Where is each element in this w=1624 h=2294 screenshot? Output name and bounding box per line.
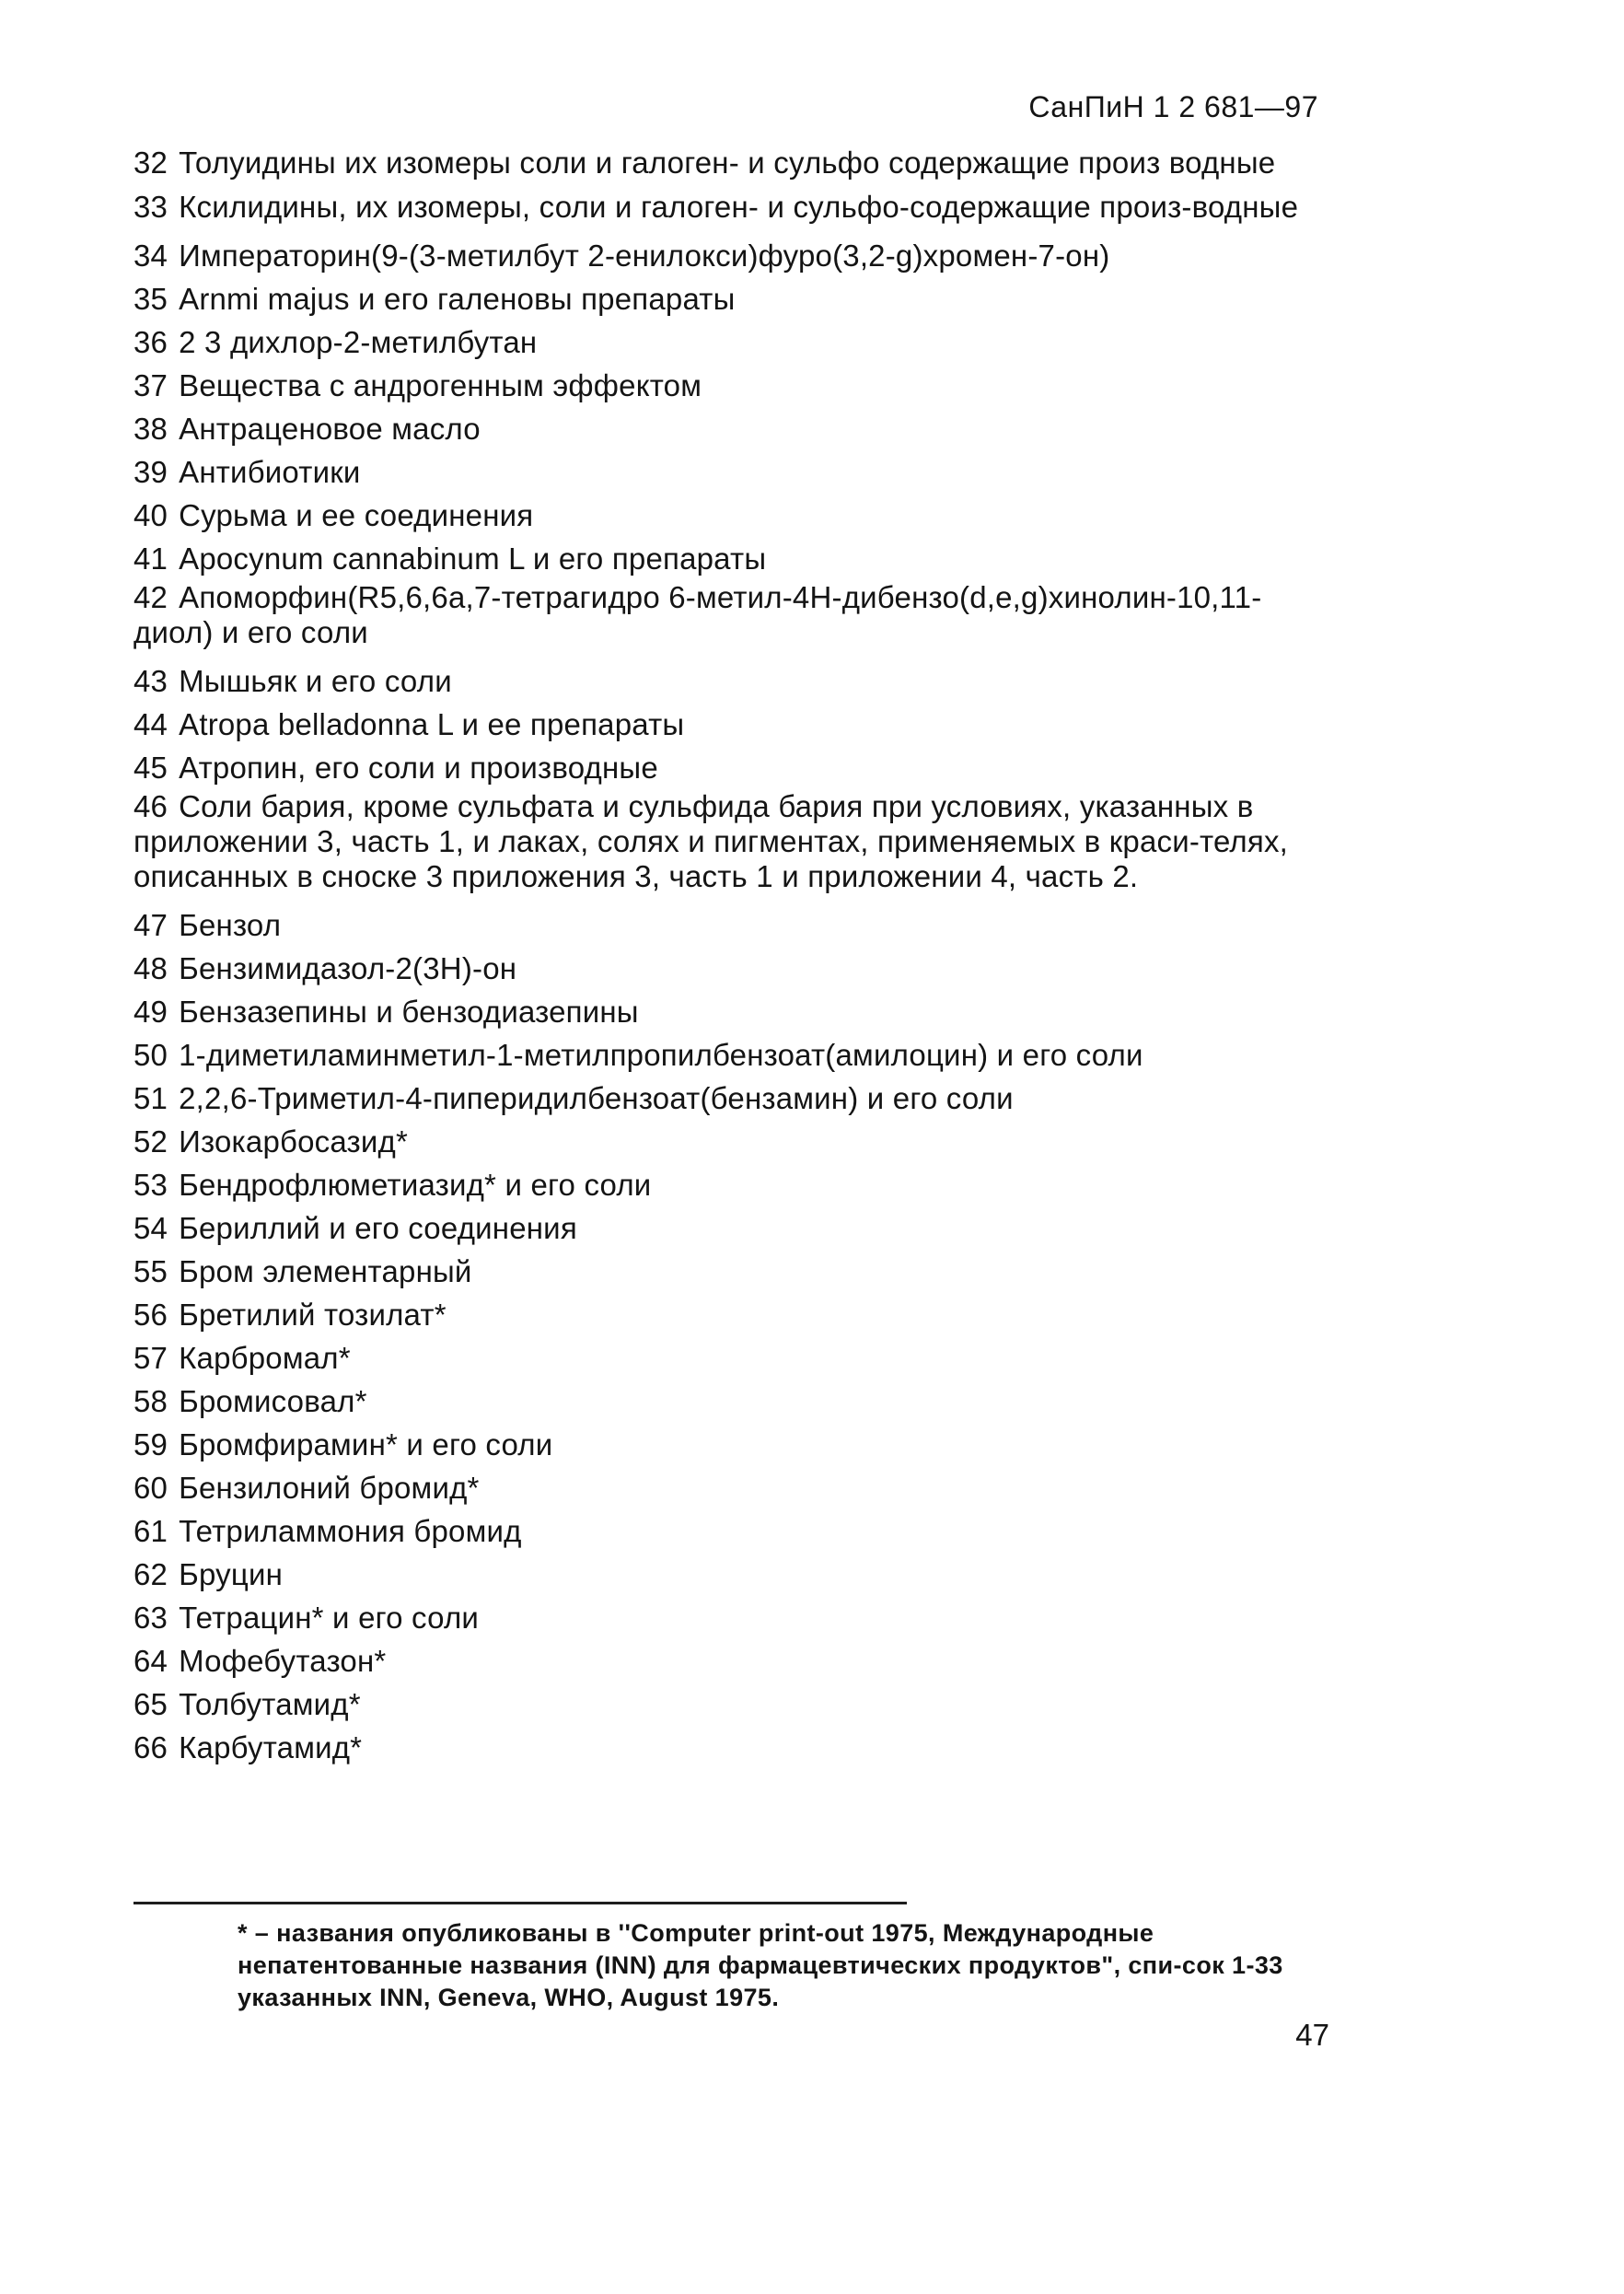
list-item	[133, 1336, 1335, 1380]
item-text: Apocynum cannabinum L и его препараты	[179, 541, 767, 576]
item-text: Мышьяк и его соли	[179, 664, 452, 698]
list-item	[133, 1293, 1335, 1336]
item-number: 40	[133, 498, 168, 532]
item-text: 1-диметиламинметил-1-метилпропилбензоат(амилоцин) и его соли	[179, 1038, 1143, 1072]
item-number: 34	[133, 239, 168, 273]
footnote: * – названия опубликованы в ''Computer print-out 1975, Международные непатентованные названия (INN) для фармацевтических продуктов", спи-сок 1-33 указанных INN, Geneva, WHO, August 1975.	[238, 1919, 1283, 2011]
list-item	[133, 1163, 1335, 1206]
list-item	[133, 1077, 1335, 1120]
item-number: 47	[133, 908, 168, 942]
list-item	[133, 537, 1335, 580]
item-text: Бериллий и его соединения	[179, 1211, 577, 1245]
item-number: 49	[133, 995, 168, 1029]
item-number: 33	[133, 190, 168, 224]
item-number: 56	[133, 1298, 168, 1332]
item-text: Карбутамид*	[179, 1730, 363, 1764]
item-number: 58	[133, 1384, 168, 1418]
item-number: 39	[133, 455, 168, 489]
item-text: Изокарбосазид*	[179, 1124, 409, 1159]
list-item	[133, 277, 1335, 320]
item-text: Arnmi majus и его галеновы препараты	[179, 282, 736, 316]
item-number: 52	[133, 1124, 168, 1159]
item-number: 53	[133, 1168, 168, 1202]
list-item	[133, 659, 1335, 703]
item-number: 65	[133, 1687, 168, 1721]
list-item	[133, 1120, 1335, 1163]
list-item	[133, 234, 1335, 277]
item-number: 64	[133, 1644, 168, 1678]
list-item	[133, 1206, 1335, 1250]
item-number: 41	[133, 541, 168, 576]
list-item	[133, 947, 1335, 990]
list-item	[133, 450, 1335, 494]
item-text: Бензилоний бромид*	[179, 1471, 480, 1505]
item-number: 60	[133, 1471, 168, 1505]
item-text: Апоморфин(R5,6,6a,7-тетрагидро 6-метил-4Н-дибензо(d,e,g)хинолин-10,11-диол) и его соли	[133, 580, 1262, 649]
item-text: Бензимидазол-2(3Н)-он	[179, 951, 517, 985]
list-item	[133, 1250, 1335, 1293]
item-text: Atropa belladonna L и ее препараты	[179, 707, 685, 741]
item-text: Толуидины их изомеры соли и галоген- и сульфо содержащие произ водные	[179, 146, 1276, 180]
item-text: Антраценовое масло	[179, 412, 481, 446]
item-text: 2 3 дихлор-2-метилбутан	[179, 325, 538, 359]
list-item	[133, 407, 1335, 450]
item-text: Бром элементарный	[179, 1254, 472, 1288]
item-number: 45	[133, 751, 168, 785]
item-number: 32	[133, 146, 168, 180]
list-item	[133, 746, 1335, 789]
list-item	[133, 789, 1335, 894]
item-text: Соли бария, кроме сульфата и сульфида бария при условиях, указанных в приложении 3, часть 1, и лаках, солях и пигментах, применяемых в краси-телях, описанных в сноске 3 приложения 3, часть 1 и приложении 4, часть 2.	[133, 789, 1289, 893]
item-text: Бендрофлюметиазид* и его соли	[179, 1168, 652, 1202]
list-item	[133, 703, 1335, 746]
item-text: Карбромал*	[179, 1341, 351, 1375]
item-number: 50	[133, 1038, 168, 1072]
list-item	[133, 1596, 1335, 1639]
list-item	[133, 320, 1335, 364]
item-number: 59	[133, 1427, 168, 1461]
list-item	[133, 1423, 1335, 1466]
item-text: Тетрацин* и его соли	[179, 1601, 480, 1635]
item-number: 62	[133, 1557, 168, 1591]
item-number: 43	[133, 664, 168, 698]
item-text: 2,2,6-Триметил-4-пиперидилбензоат(бензамин) и его соли	[179, 1081, 1014, 1115]
list-item	[133, 1466, 1335, 1509]
item-text: Тетриламмония бромид	[179, 1514, 522, 1548]
item-text: Бретилий тозилат*	[179, 1298, 447, 1332]
item-text: Сурьма и ее соединения	[179, 498, 534, 532]
item-number: 51	[133, 1081, 168, 1115]
substance-list	[133, 146, 1335, 1769]
item-text: Ксилидины, их изомеры, соли и галоген- и сульфо-содержащие произ-водные	[179, 190, 1299, 224]
item-text: Толбутамид*	[179, 1687, 361, 1721]
item-number: 57	[133, 1341, 168, 1375]
list-item	[133, 1553, 1335, 1596]
list-item	[133, 1726, 1335, 1769]
list-item	[133, 1639, 1335, 1683]
item-number: 54	[133, 1211, 168, 1245]
list-item	[133, 146, 1335, 180]
item-text: Бензазепины и бензодиазепины	[179, 995, 639, 1029]
list-item	[133, 1509, 1335, 1553]
item-text: Императорин(9-(3-метилбут 2-енилокси)фуро(3,2-g)хромен-7-он)	[179, 239, 1110, 273]
item-number: 66	[133, 1730, 168, 1764]
page-number: 47	[1295, 2018, 1329, 2052]
item-number: 48	[133, 951, 168, 985]
list-item	[133, 990, 1335, 1033]
list-item	[133, 1380, 1335, 1423]
item-text: Бензол	[179, 908, 282, 942]
item-number: 61	[133, 1514, 168, 1548]
footnote-divider	[133, 1902, 907, 1904]
list-item	[133, 580, 1335, 650]
item-text: Мофебутазон*	[179, 1644, 387, 1678]
item-number: 63	[133, 1601, 168, 1635]
document-header: СанПиН 1 2 681—97	[1028, 90, 1318, 123]
list-item	[133, 1033, 1335, 1077]
item-text: Антибиотики	[179, 455, 361, 489]
list-item	[133, 494, 1335, 537]
item-number: 38	[133, 412, 168, 446]
item-number: 36	[133, 325, 168, 359]
item-text: Бромисовал*	[179, 1384, 367, 1418]
item-text: Вещества с андрогенным эффектом	[179, 368, 702, 402]
item-text: Атропин, его соли и производные	[179, 751, 658, 785]
item-number: 35	[133, 282, 168, 316]
item-number: 46	[133, 789, 168, 823]
list-item	[133, 364, 1335, 407]
item-text: Бромфирамин* и его соли	[179, 1427, 553, 1461]
item-number: 55	[133, 1254, 168, 1288]
item-number: 42	[133, 580, 168, 614]
list-item	[133, 1683, 1335, 1726]
item-text: Бруцин	[179, 1557, 284, 1591]
list-item	[133, 903, 1335, 947]
list-item	[133, 190, 1335, 225]
item-number: 44	[133, 707, 168, 741]
item-number: 37	[133, 368, 168, 402]
